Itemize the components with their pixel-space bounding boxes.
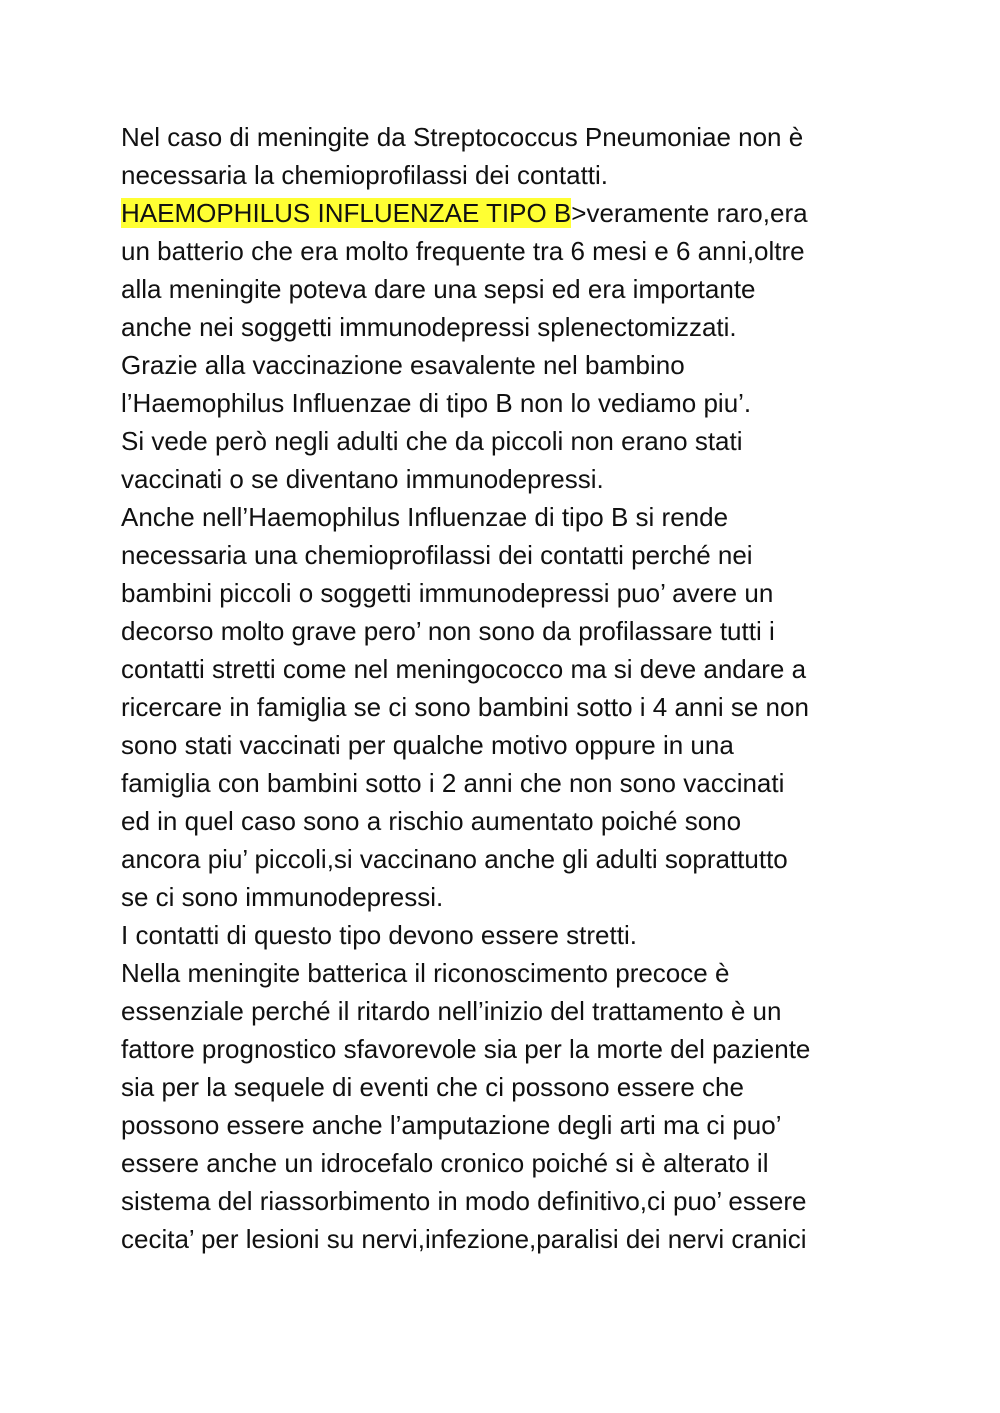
text-line: I contatti di questo tipo devono essere stretti. [121,920,637,950]
highlight-line-rest: >veramente raro,era [571,198,808,228]
text-line: possono essere anche l’amputazione degli arti ma ci puo’ [121,1110,782,1140]
text-line: un batterio che era molto frequente tra 6 mesi e 6 anni,oltre [121,236,805,266]
text-line: bambini piccoli o soggetti immunodepressi puo’ avere un [121,578,774,608]
text-line: ed in quel caso sono a rischio aumentato poiché sono [121,806,742,836]
text-line: cecita’ per lesioni su nervi,infezione,paralisi dei nervi cranici [121,1224,807,1254]
text-line: Si vede però negli adulti che da piccoli non erano stati [121,426,743,456]
text-line: sistema del riassorbimento in modo definitivo,ci puo’ essere [121,1186,807,1216]
text-line: contatti stretti come nel meningococco ma si deve andare a [121,654,807,684]
text-line: essere anche un idrocefalo cronico poiché si è alterato il [121,1148,769,1178]
text-line: sia per la sequele di eventi che ci possono essere che [121,1072,744,1102]
text-line: Grazie alla vaccinazione esavalente nel bambino [121,350,685,380]
text-line: Nella meningite batterica il riconoscimento precoce è [121,958,730,988]
highlighted-heading: HAEMOPHILUS INFLUENZAE TIPO B [121,198,572,228]
text-line: ricercare in famiglia se ci sono bambini sotto i 4 anni se non [121,692,809,722]
text-line: anche nei soggetti immunodepressi splenectomizzati. [121,312,737,342]
text-line: essenziale perché il ritardo nell’inizio del trattamento è un [121,996,782,1026]
highlight-line [121,194,891,232]
text-line: necessaria la chemioprofilassi dei contatti. [121,160,609,190]
text-line: sono stati vaccinati per qualche motivo oppure in una [121,730,734,760]
text-line: decorso molto grave pero’ non sono da profilassare tutti i [121,616,775,646]
text-line: se ci sono immunodepressi. [121,882,444,912]
text-line: fattore prognostico sfavorevole sia per la morte del paziente [121,1034,811,1064]
text-line: Anche nell’Haemophilus Influenzae di tipo B si rende [121,502,729,532]
text-line: ancora piu’ piccoli,si vaccinano anche gli adulti soprattutto [121,844,788,874]
text-line: Nel caso di meningite da Streptococcus Pneumoniae non è [121,122,804,152]
text-line: vaccinati o se diventano immunodepressi. [121,464,604,494]
text-line: necessaria una chemioprofilassi dei contatti perché nei [121,540,753,570]
text-line: famiglia con bambini sotto i 2 anni che non sono vaccinati [121,768,785,798]
text-line: l’Haemophilus Influenzae di tipo B non lo vediamo piu’. [121,388,752,418]
text-line: alla meningite poteva dare una sepsi ed era importante [121,274,756,304]
body-text [121,118,891,1258]
